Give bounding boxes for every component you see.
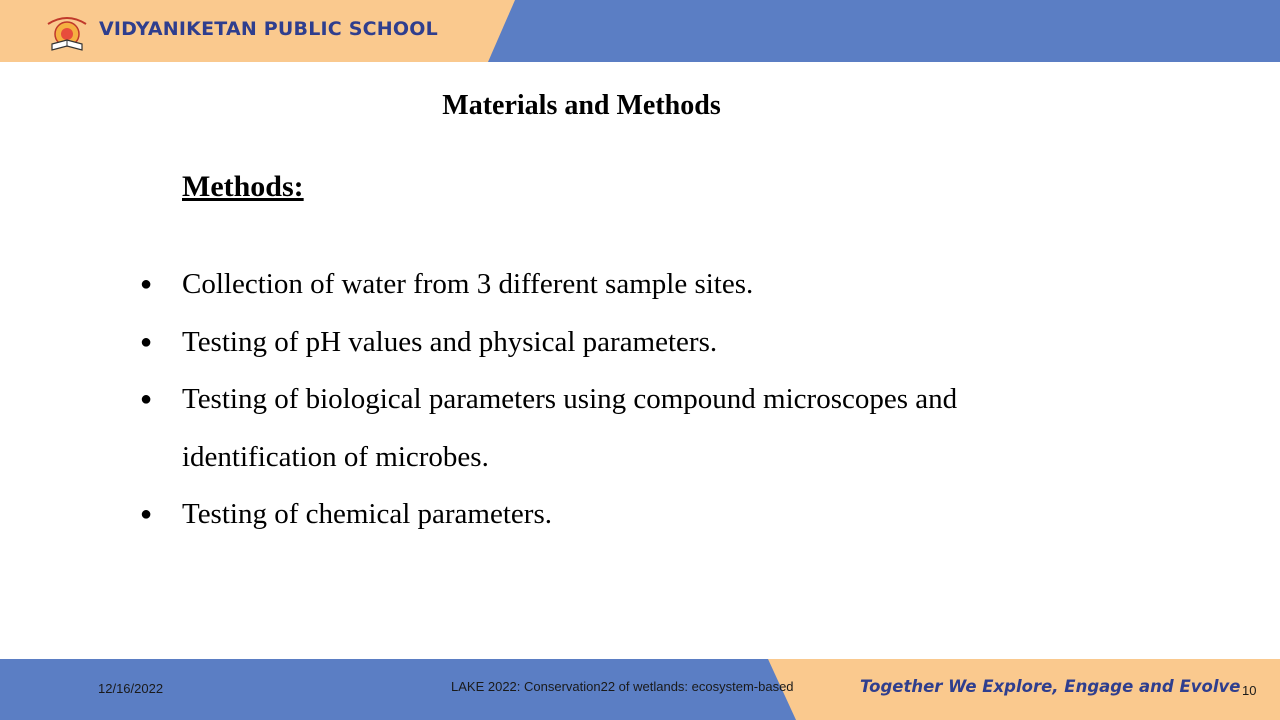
list-item-text: Testing of chemical parameters. bbox=[182, 498, 552, 530]
footer-text: LAKE 2022: Conservation22 of wetlands: ecosystem-based bbox=[451, 679, 794, 694]
bullet-icon: ● bbox=[140, 388, 153, 410]
slide-title: Materials and Methods bbox=[442, 90, 721, 121]
methods-list bbox=[140, 256, 1070, 544]
footer-tagline: Together We Explore, Engage and Evolve bbox=[860, 677, 1241, 696]
list-item-text: Collection of water from 3 different sample sites. bbox=[182, 268, 754, 300]
footer-bar bbox=[0, 659, 1280, 720]
school-name: VIDYANIKETAN PUBLIC SCHOOL bbox=[99, 18, 438, 40]
list-item bbox=[140, 486, 1070, 544]
section-heading: Methods: bbox=[182, 170, 304, 203]
bullet-icon: ● bbox=[140, 330, 153, 353]
list-item-text: Testing of pH values and physical parameters. bbox=[182, 325, 718, 358]
bullet-icon: ● bbox=[140, 503, 153, 525]
footer-date: 12/16/2022 bbox=[98, 681, 164, 696]
list-item bbox=[140, 371, 1070, 486]
list-item bbox=[140, 314, 1070, 372]
header-bar bbox=[0, 0, 1280, 62]
list-item bbox=[140, 256, 1070, 314]
page-number: 10 bbox=[1242, 683, 1257, 698]
school-crest-icon bbox=[44, 10, 90, 54]
list-item-text: Testing of biological parameters using compound microscopes and identification of microbes. bbox=[182, 383, 958, 473]
bullet-icon: ● bbox=[140, 273, 153, 295]
